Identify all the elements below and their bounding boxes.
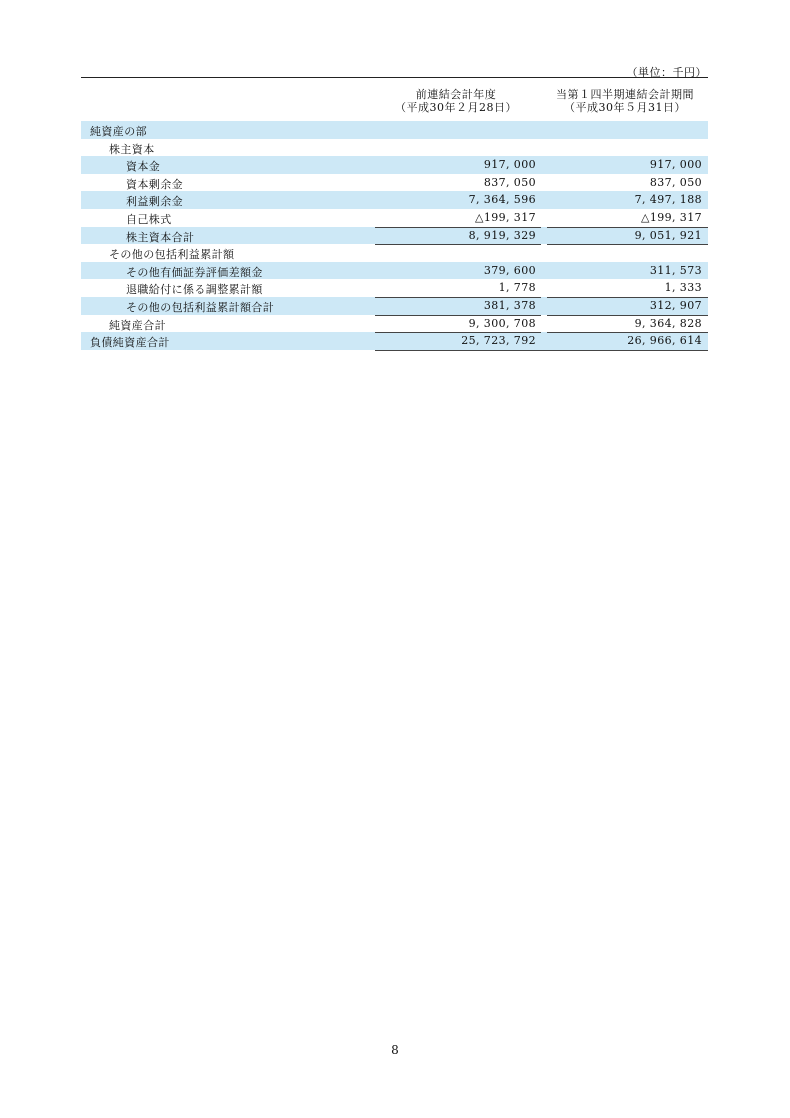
value-curr: 9, 051, 921 [634,228,702,242]
subtotal-rule [375,244,541,245]
column-header-curr [542,88,708,114]
subtotal-rule [375,297,541,298]
unit-label: （単位：千円） [626,66,707,79]
row-label: 純資産合計 [109,318,166,332]
value-curr: 7, 497, 188 [634,193,702,207]
value-curr: 26, 966, 614 [627,334,702,348]
value-curr: 9, 364, 828 [634,316,702,330]
table-row [81,279,708,297]
row-label: 資本剰余金 [126,177,183,191]
page-number: 8 [391,1043,399,1057]
table-row [81,121,708,139]
subtotal-rule [547,315,708,316]
row-label: その他の包括利益累計額合計 [126,300,275,314]
row-label: 自己株式 [126,212,172,226]
value-prev: 837, 050 [483,175,536,189]
row-label: 純資産の部 [90,125,147,138]
row-label: 資本金 [126,160,161,174]
row-label: 退職給付に係る調整累計額 [126,283,263,297]
table-row-subtotal [81,227,708,245]
table-row-total [81,315,708,333]
subtotal-rule [547,244,708,245]
value-curr: 837, 050 [649,175,702,189]
header-rule [81,77,708,78]
value-curr: 312, 907 [649,298,702,312]
value-curr: 1, 333 [664,281,702,295]
value-prev: △199, 317 [474,210,536,224]
subtotal-rule [375,315,541,316]
balance-sheet-table [81,121,708,350]
value-curr: 311, 573 [649,263,702,277]
table-row [81,209,708,227]
row-label: その他の包括利益累計額 [109,248,235,262]
subtotal-rule [547,227,708,228]
table-row-subtotal [81,297,708,315]
value-prev: 1, 778 [498,281,536,295]
value-curr: △199, 317 [640,210,702,224]
table-row [81,191,708,209]
value-prev: 379, 600 [483,263,536,277]
subtotal-rule [547,332,708,333]
table-row [81,139,708,157]
row-label: 株主資本 [109,142,155,156]
table-row [81,174,708,192]
subtotal-rule [375,332,541,333]
row-label: 株主資本合計 [126,230,195,244]
column-header-prev [376,88,536,114]
table-row [81,262,708,280]
value-prev: 8, 919, 329 [468,228,536,242]
subtotal-rule [375,227,541,228]
value-prev: 9, 300, 708 [468,316,536,330]
value-prev: 25, 723, 792 [461,334,536,348]
table-row-grand-total [81,332,708,350]
column-header-prev-title: 前連結会計年度 [415,88,497,101]
value-prev: 381, 378 [483,298,536,312]
value-prev: 7, 364, 596 [468,193,536,207]
row-label: 利益剰余金 [126,195,183,209]
value-prev: 917, 000 [483,158,536,172]
table-row [81,156,708,174]
value-curr: 917, 000 [649,158,702,172]
row-label: 負債純資産合計 [90,336,170,350]
table-bottom-rule [375,350,708,351]
row-label: その他有価証券評価差額金 [126,265,263,279]
column-header-curr-date: （平成30年５月31日） [564,101,686,114]
table-row [81,244,708,262]
column-header-curr-title: 当第１四半期連結会計期間 [556,88,694,101]
subtotal-rule [547,297,708,298]
column-header-prev-date: （平成30年２月28日） [395,101,517,114]
